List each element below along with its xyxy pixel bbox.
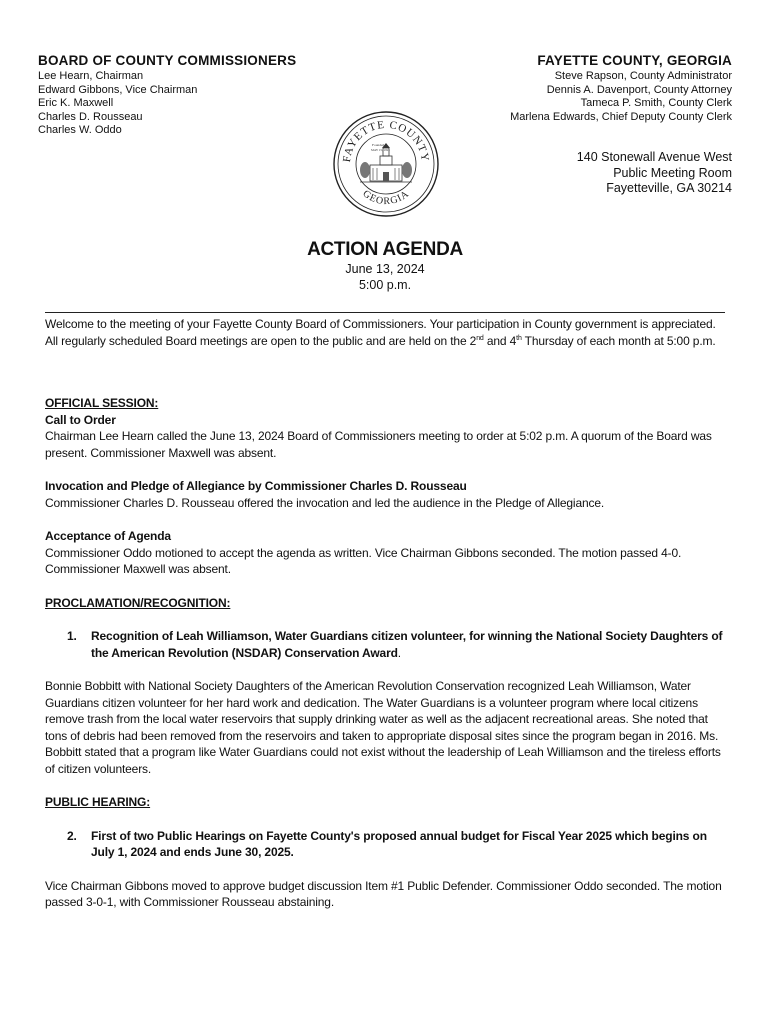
meeting-address — [472, 150, 732, 197]
svg-text:GEORGIA: GEORGIA — [360, 188, 412, 208]
agenda-date: June 13, 2024 — [345, 262, 425, 276]
item-number: 1. — [67, 629, 77, 643]
staff-member: Steve Rapson, County Administrator — [554, 70, 732, 82]
agenda-time: 5:00 p.m. — [358, 278, 412, 292]
welcome-text: Welcome to the meeting of your Fayette County Board of Commissioners. Your participation in County government is appreciated. All regularly scheduled Board meetings are open to the public and are held on the 2 — [45, 317, 716, 348]
svg-text:FAYETTE COUNTY: FAYETTE COUNTY — [340, 118, 432, 163]
svg-text:Founded: Founded — [372, 143, 385, 147]
board-member: Edward Gibbons, Vice Chairman — [38, 83, 198, 96]
acceptance-text: Commissioner Oddo motioned to accept the agenda as written. Vice Chairman Gibbons seconded. The motion passed 4-0. Commissioner Maxwell was absent. — [45, 545, 682, 576]
board-header — [38, 52, 338, 138]
call-to-order-text: Chairman Lee Hearn called the June 13, 2024 Board of Commissioners meeting to order at 5:02 p.m. A quorum of the Board was present. Commissioner Maxwell was absent. — [45, 429, 712, 460]
public-hearing-heading: PUBLIC HEARING: — [45, 795, 151, 809]
invocation-text: Commissioner Charles D. Rousseau offered the invocation and led the audience in the Pledge of Allegiance. — [45, 495, 605, 510]
board-member: Eric K. Maxwell — [38, 97, 114, 110]
board-member: Charles D. Rousseau — [38, 110, 143, 123]
agenda-heading — [0, 239, 770, 293]
address-line: Public Meeting Room — [613, 165, 732, 180]
item-title — [91, 628, 725, 661]
staff-member: Marlena Edwards, Chief Deputy County Clerk — [510, 110, 732, 123]
county-title: FAYETTE COUNTY, GEORGIA — [537, 53, 732, 68]
item-title-text: Recognition of Leah Williamson, Water Guardians citizen volunteer, for winning the National Society Daughters of the American Revolution (NSDAR) Conservation Award — [91, 629, 723, 660]
board-member: Charles W. Oddo — [38, 124, 122, 137]
county-header — [412, 52, 732, 124]
svg-text:MAY 15, 1821: MAY 15, 1821 — [371, 148, 390, 152]
item-title: First of two Public Hearings on Fayette County's proposed annual budget for Fiscal Year 2025 which begins on July 1, 2024 and ends June 30, 2025. — [91, 828, 707, 859]
county-seal-icon — [332, 110, 440, 218]
board-member: Lee Hearn, Chairman — [38, 70, 144, 82]
board-title: BOARD OF COUNTY COMMISSIONERS — [38, 53, 297, 68]
agenda-item-1 — [67, 628, 725, 661]
call-to-order-heading: Call to Order — [45, 412, 116, 427]
header-divider — [45, 312, 725, 313]
agenda-body — [45, 316, 725, 911]
agenda-item-2 — [67, 828, 725, 861]
staff-member: Tameca P. Smith, County Clerk — [580, 97, 732, 110]
welcome-paragraph — [45, 316, 725, 349]
invocation-heading: Invocation and Pledge of Allegiance by Commissioner Charles D. Rousseau — [45, 479, 467, 493]
address-line: Fayetteville, GA 30214 — [606, 181, 732, 196]
official-session-heading: OFFICIAL SESSION: — [45, 396, 159, 410]
agenda-title: ACTION AGENDA — [307, 239, 463, 260]
proclamation-heading: PROCLAMATION/RECOGNITION: — [45, 595, 231, 610]
welcome-text: and 4 — [483, 333, 517, 348]
public-hearing-text: Vice Chairman Gibbons moved to approve budget discussion Item #1 Public Defender. Commissioner Oddo seconded. The motion passed 3-0-1, with Commissioner Rousseau abstaining. — [45, 878, 722, 909]
proclamation-text: Bonnie Bobbitt with National Society Daughters of the American Revolution Conservation recognized Leah Williamson, Water Guardians citizen volunteer for her hard work and dedication. The Water Guardians is a volunteer program where local citizens remove trash from the local water reservoirs that supply drinking water as well as the adjacent recreational areas. She noted that tons of debris had been removed from the reservoirs and taken to appropriate disposal sites since the program began in 2016. Ms. Bobbitt stated that a program like Water Guardians could not exist without the leadership of Leah Williamson and the tireless efforts of citizen volunteers. — [45, 679, 721, 776]
ordinal-suffix: nd — [476, 334, 484, 342]
acceptance-heading: Acceptance of Agenda — [45, 529, 171, 543]
ordinal-suffix: th — [516, 334, 522, 342]
item-number: 2. — [67, 828, 77, 843]
welcome-text: Thursday of each month at 5:00 p.m. — [521, 333, 716, 348]
item-title-period: . — [397, 645, 401, 660]
address-line: 140 Stonewall Avenue West — [576, 150, 732, 164]
staff-member: Dennis A. Davenport, County Attorney — [546, 83, 732, 96]
